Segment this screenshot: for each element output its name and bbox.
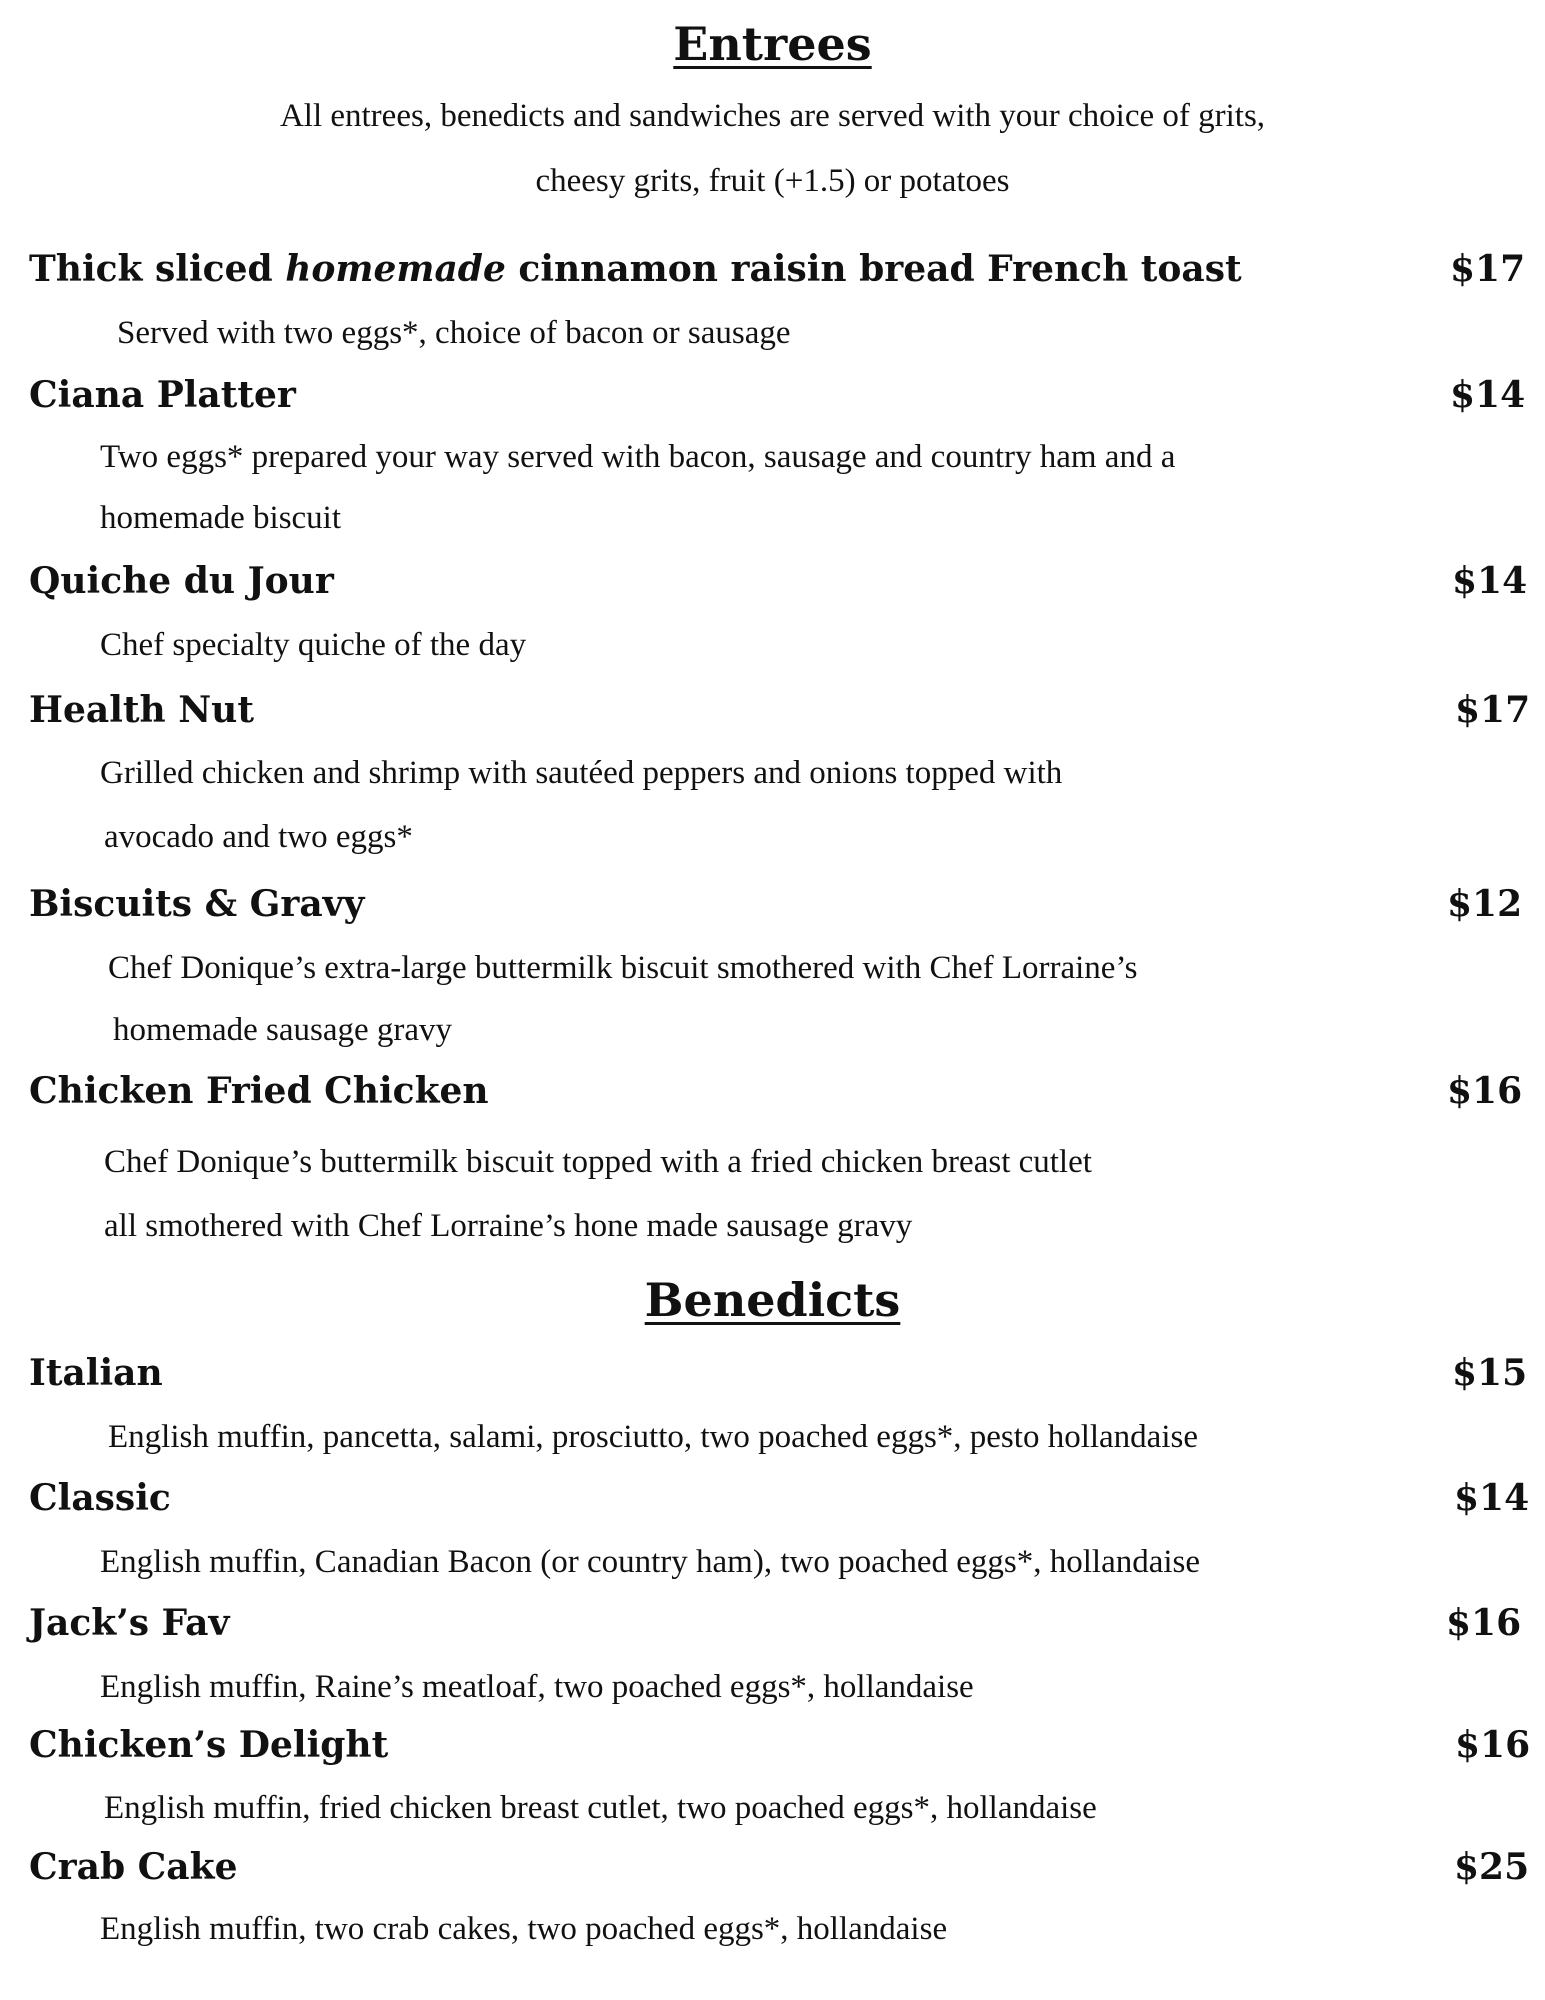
entrees-intro-line-2: cheesy grits, fruit (+1.5) or potatoes [535, 163, 1010, 199]
menu-item-name: Ciana Platter [29, 374, 296, 416]
menu-item-description: Chef Donique’s extra-large buttermilk biscuit smothered with Chef Lorraine’s [108, 950, 1138, 986]
menu-item-description: Two eggs* prepared your way served with bacon, sausage and country ham and a [100, 439, 1176, 475]
menu-item-description: Grilled chicken and shrimp with sautéed peppers and onions topped with [100, 755, 1063, 791]
menu-item-name [29, 244, 1242, 294]
menu-item-price: $16 [1447, 1070, 1523, 1112]
menu-item-name-part: cinnamon raisin bread French toast [505, 248, 1242, 290]
menu-item-name: Italian [29, 1352, 163, 1394]
menu-item-name: Chicken Fried Chicken [29, 1070, 489, 1112]
menu-item-price: $16 [1455, 1724, 1531, 1766]
entrees-intro-line-1: All entrees, benedicts and sandwiches are served with your choice of grits, [279, 98, 1266, 134]
menu-item-name: Chicken’s Delight [29, 1724, 389, 1766]
menu-item-price: $14 [1454, 1477, 1530, 1519]
menu-item-description: English muffin, fried chicken breast cutlet, two poached eggs*, hollandaise [104, 1790, 1097, 1826]
menu-item-description: Served with two eggs*, choice of bacon or sausage [117, 315, 791, 351]
menu-item-description: English muffin, Canadian Bacon (or country ham), two poached eggs*, hollandaise [100, 1544, 1201, 1580]
menu-item-name: Biscuits & Gravy [29, 883, 365, 925]
menu-item-price: $17 [1455, 689, 1531, 731]
menu-item-price: $14 [1450, 374, 1526, 416]
menu-item-name: Health Nut [29, 689, 254, 731]
menu-item-description: homemade sausage gravy [113, 1012, 453, 1048]
menu-item-description: Chef specialty quiche of the day [100, 627, 527, 663]
menu-item-name: Jack’s Fav [29, 1602, 230, 1644]
menu-item-name: Crab Cake [29, 1846, 238, 1888]
menu-item-description: English muffin, pancetta, salami, prosciutto, two poached eggs*, pesto hollandaise [108, 1419, 1198, 1455]
menu-item-name-emphasis: homemade [285, 248, 506, 290]
menu-item-description: homemade biscuit [100, 500, 342, 536]
menu-item-price: $15 [1452, 1352, 1528, 1394]
menu-item-price: $25 [1454, 1846, 1530, 1888]
menu-item-price: $16 [1446, 1602, 1522, 1644]
menu-item-name: Classic [29, 1477, 171, 1519]
menu-item-description: Chef Donique’s buttermilk biscuit topped with a fried chicken breast cutlet [104, 1144, 1092, 1180]
menu-item-name: Quiche du Jour [29, 560, 334, 602]
entrees-heading: Entrees [673, 17, 872, 71]
benedicts-heading: Benedicts [644, 1273, 901, 1327]
menu-item-name-part: Thick sliced [29, 248, 286, 290]
menu-item-description: English muffin, Raine’s meatloaf, two poached eggs*, hollandaise [100, 1669, 974, 1705]
menu-item-price: $12 [1447, 883, 1523, 925]
menu-item-price: $17 [1450, 248, 1526, 290]
menu-item-description: English muffin, two crab cakes, two poached eggs*, hollandaise [100, 1911, 948, 1947]
menu-item-description: avocado and two eggs* [104, 819, 413, 855]
menu-item-description: all smothered with Chef Lorraine’s hone made sausage gravy [104, 1208, 913, 1244]
menu-item-price: $14 [1452, 560, 1528, 602]
